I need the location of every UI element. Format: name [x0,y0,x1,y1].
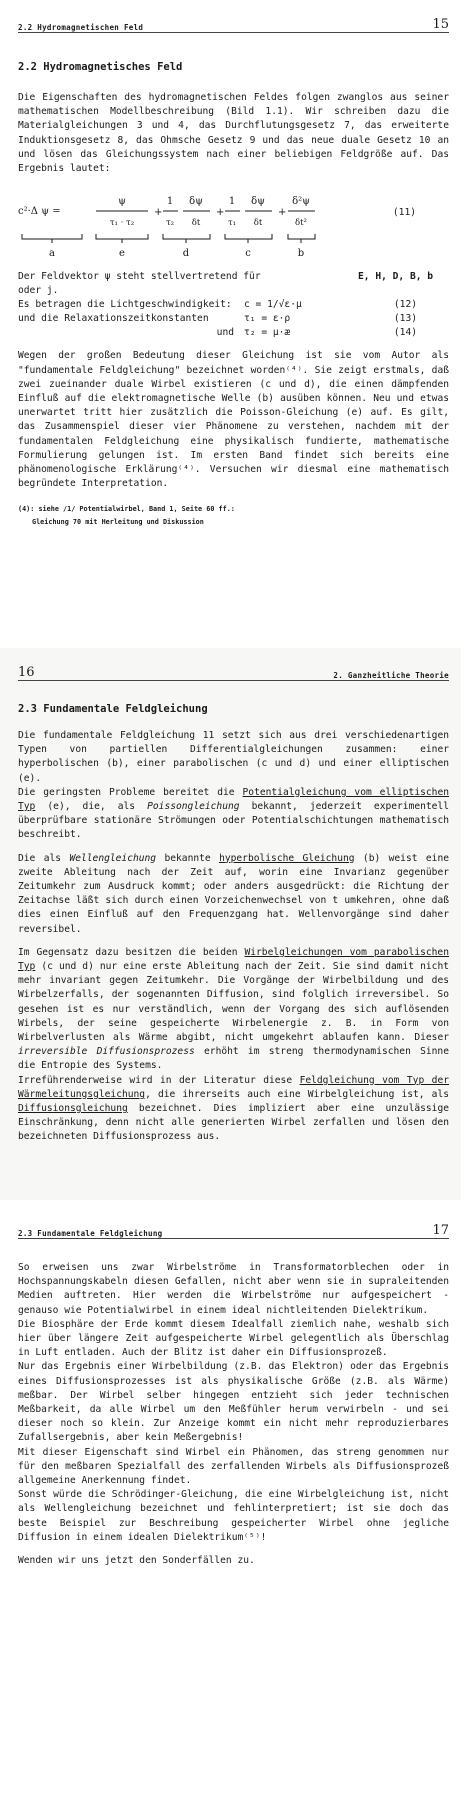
header-title: 2.2 Hydromagnetischen Feld [18,23,144,32]
term-heat-equation: Feldgleichung vom Typ der Wärmeleitungsgleichung [18,1074,450,1100]
eq-t4-plus: + [278,207,287,219]
term-irreversible: irreversible Diffusionsprozess [18,1046,195,1058]
brace-label-b: b [297,248,305,260]
relation-13 [18,312,449,326]
eq-t2-den: δt [191,218,201,229]
rel2-eq: τ₁ = ε·ρ [244,313,291,325]
rel1-no: (12) [393,299,417,311]
brace-label-a: a [49,248,55,260]
eq-t3-den: δt [253,218,263,229]
rel2-no: (13) [393,313,417,325]
eq-number: (11) [392,207,416,219]
brace-label-d: d [182,248,190,260]
eq-t3-plus: + [216,207,225,219]
paragraph-biosphere: Die Biosphäre der Erde kommt diesem Idealfall ziemlich nahe, weshalb sich hier über längere Zeit aufgespeicherte Wirbel gelegentlich als Überschlag in Luft entladen. Auch der Blitz ist daher ein Diffusionsprozeß. [18,1318,449,1359]
vector-list: E, H, D, B, b [358,271,434,283]
vector-row [18,270,449,284]
eq-t4-den: δt² [295,218,307,229]
eq-lhs: c²·Δ ψ = [18,206,61,218]
equation-graphic [18,184,449,264]
page-17 [0,1206,461,1809]
rel2-text: und die Relaxationszeitkonstanten [18,313,209,325]
paragraph-closing: Wenden wir uns jetzt den Sonderfällen zu. [18,1555,255,1567]
eq-t4-num: δ²ψ [292,196,310,208]
brace-label-c: c [245,248,251,260]
eq-t3-coef-den: τ₁ [227,218,237,229]
paragraph-hyperbolic: Die als Wellengleichung bekannte hyperbolische Gleichung (b) weist eine zweite Ableitung nach der Zeit auf, worin eine Invarianz gegenüber Zeitumkehr zum Ausdruck kommt; oder anders ausgedrückt: die Richtung der Zeitachse läßt sich durch einen Vorzeichenwechsel von t umkehren, ohne daß dies einen Einfluß auf den Frequenzgang hat. Wellenvorgänge sind daher reversibel. [18,852,449,935]
interpretation-paragraph: Wegen der großen Bedeutung dieser Gleichung ist sie vom Autor als "fundamentale Feldgleichung" bezeichnet worden⁽⁴⁾. Sie zeigt erstmals, daß zwei zueinander duale Wirbel existieren (c und d), die einen dämpfenden Einfluß auf die elektromagnetische Welle (b) ausüben können. Neu und etwas unerwartet tritt hier zusätzlich die Poisson-Gleichung (e) auf. Es gilt, das Zusammenspiel dieser vier Phänomene zu verstehen, nachdem mit der fundamentalen Feldgleichung eine physikalisch fundierte, mathematische Formulierung gelungen ist. Im ersten Band findet sich bereits eine phänomenologische Erklärung⁽⁴⁾. Versuchen wir diesmal eine mathematisch begründete Interpretation. [18,350,449,490]
rel3-no: (14) [393,327,417,339]
running-header [18,1216,449,1239]
rel3-text: und [216,327,234,339]
field-equation-11 [18,184,449,264]
eq-t2-plus: + [154,207,163,219]
term-diffusion: Diffusionsgleichung [18,1103,128,1115]
term-hyperbolic: hyperbolische Gleichung [219,852,355,864]
eq-t2-coef-num: 1 [166,196,174,208]
eq-t2-coef-den: τ₂ [165,218,175,229]
eq-t1-den: τ₁ · τ₂ [109,218,135,229]
footnote-line-1: (4): siehe /1/ Potentialwirbel, Band 1, Seite 60 ff.: [18,505,235,514]
running-header [18,10,449,33]
term-elliptic: Potentialgleichung vom elliptischen Typ [18,786,449,813]
intro-paragraph: Die Eigenschaften des hydromagnetischen Feldes folgen zwanglos aus seiner mathematischen Modellbeschreibung (Bild 1.1). Wir schreiben dazu die Materialgleichungen 3 und 4, das Durchflutungsgesetz 7, das erweiterte Induktionsgesetz 8, das Ohmsche Gesetz 9 und das neue duale Gesetz 10 an und lösen das Gleichungssystem nach einer beliebigen Feldgröße auf. Das Ergebnis lautet: [18,92,449,175]
rel1-text: Es betragen die Lichtgeschwindigkeit: [18,299,232,311]
eq-t2-num: δψ [189,196,203,208]
term-vortex-equations: Wirbelgleichungen vom parabolischen Typ [18,946,449,973]
vector-text: Der Feldvektor ψ steht stellvertretend für [18,271,261,283]
page-number: 16 [18,665,35,680]
paragraph-types: Die fundamentale Feldgleichung 11 setzt sich aus drei verschiedenartigen Typen von partiellen Differentialgleichungen zusammen: einer hyperbolischen (b), einer parabolischen (c und d) und einer elliptischen (e). [18,730,449,784]
paragraph-measurement: Nur das Ergebnis einer Wirbelbildung (z.B. das Elektron) oder das Ergebnis eines Diffusionsprozesses ist als physikalische Größe (z.B. als Wärme) meßbar. Der Wirbel selber hingegen entzieht sich jeder technischen Meßbarkeit, da alle Wirbel um den Meßfühler herum verwirbeln - und sei dieser noch so klein. Zur Anzeige kommt ein nicht mehr reproduzierbares Zufallsergebnis, aber kein Meßergebnis! [18,1361,449,1444]
term-wave-equation: Wellengleichung [69,852,157,864]
paragraph-phenomenon: Mit dieser Eigenschaft sind Wirbel ein Phänomen, das streng genommen nur für den meßbaren Spezialfall des zerfallenden Wirbels als Diffusionsprozeß allgemeine Anerkennung findet. [18,1446,449,1487]
rel3-eq: τ₂ = μ·æ [244,327,291,339]
equation-underbraces [22,234,315,243]
eq-t3-num: δψ [251,196,265,208]
footnote-line-2: Gleichung 70 mit Herleitung und Diskussion [32,518,204,527]
paragraph-diffusion: Irreführenderweise wird in der Literatur diese Feldgleichung vom Typ der Wärmeleitungsgleichung, die ihrerseits auch eine Wirbelgleichung ist, als Diffusionsgleichung bezeichnet. Dies impliziert aber eine unzulässige Einschränkung, denn nicht alle generierten Wirbel zerfallen und lösen den bezeichneten Diffusionsprozess aus. [18,1074,450,1143]
paragraph-schroedinger: Sonst würde die Schrödinger-Gleichung, die eine Wirbelgleichung ist, nicht als Wellengleichung bezeichnet und fehlinterpretiert; ist sie doch das beste Beispiel zur Beschreibung gespeicherter Wirbel ohne jegliche Diffusion in einem idealen Dielektrikum⁽⁵⁾! [18,1489,449,1543]
page-16 [0,648,461,1200]
paragraph-parabolic: Im Gegensatz dazu besitzen die beiden Wirbelgleichungen vom parabolischen Typ (c und d) nur eine erste Ableitung nach der Zeit. Sie sind damit nicht mehr invariant gegen Zeitumkehr. Die Vorgänge der Wirbelbildung und des Wirbelzerfalls, der sogenannten Diffusion, sind folglich irreversibel. So gesehen ist es nur verständlich, wenn der Vorgang des sich auflösenden Wirbels, der seine gespeicherte Wirbelenergie z. B. in Form von Wirbelverlusten als Wärme abgibt, nicht umgekehrt ablaufen kann. Dieser irreversible Diffusionsprozess erhöht im streng thermodynamischen Sinne die Entropie des Systems. [18,946,449,1072]
footnote [18,503,449,529]
page-number: 17 [432,1223,449,1238]
section-heading: 2.3 Fundamentale Feldgleichung [18,703,208,715]
relation-14 [18,326,449,340]
page-number: 15 [432,17,449,32]
header-title: 2.3 Fundamentale Feldgleichung [18,1229,163,1238]
relation-12 [18,298,449,312]
vector-line-2: oder j. [18,285,59,297]
section-heading: 2.2 Hydromagnetisches Feld [18,61,183,73]
rel1-eq: c = 1/√ε·μ [244,299,302,311]
running-header [18,658,449,681]
paragraph-elliptic: Die geringsten Probleme bereitet die Potentialgleichung vom elliptischen Typ (e), die, als Poissongleichung bekannt, jederzeit experimentell überprüfbare stationäre Strömungen oder Potentialschichtungen mathematisch beschreibt. [18,786,450,841]
term-poisson: Poissongleichung [147,801,240,813]
brace-label-e: e [119,248,125,260]
header-title: 2. Ganzheitliche Theorie [333,671,449,680]
page-15 [0,0,461,640]
eq-t1-num: ψ [118,196,126,208]
eq-t3-coef-num: 1 [228,196,236,208]
paragraph-eddy-currents: So erweisen uns zwar Wirbelströme in Transformatorblechen oder in Hochspannungskabeln diesen Gefallen, nicht aber wenn sie in supraleitenden Medien auftreten. Hier werden die Wirbelströme nur aufgespeichert - genauso wie Potentialwirbel in einem ideal nichtleitenden Dielektrikum. [18,1262,449,1316]
